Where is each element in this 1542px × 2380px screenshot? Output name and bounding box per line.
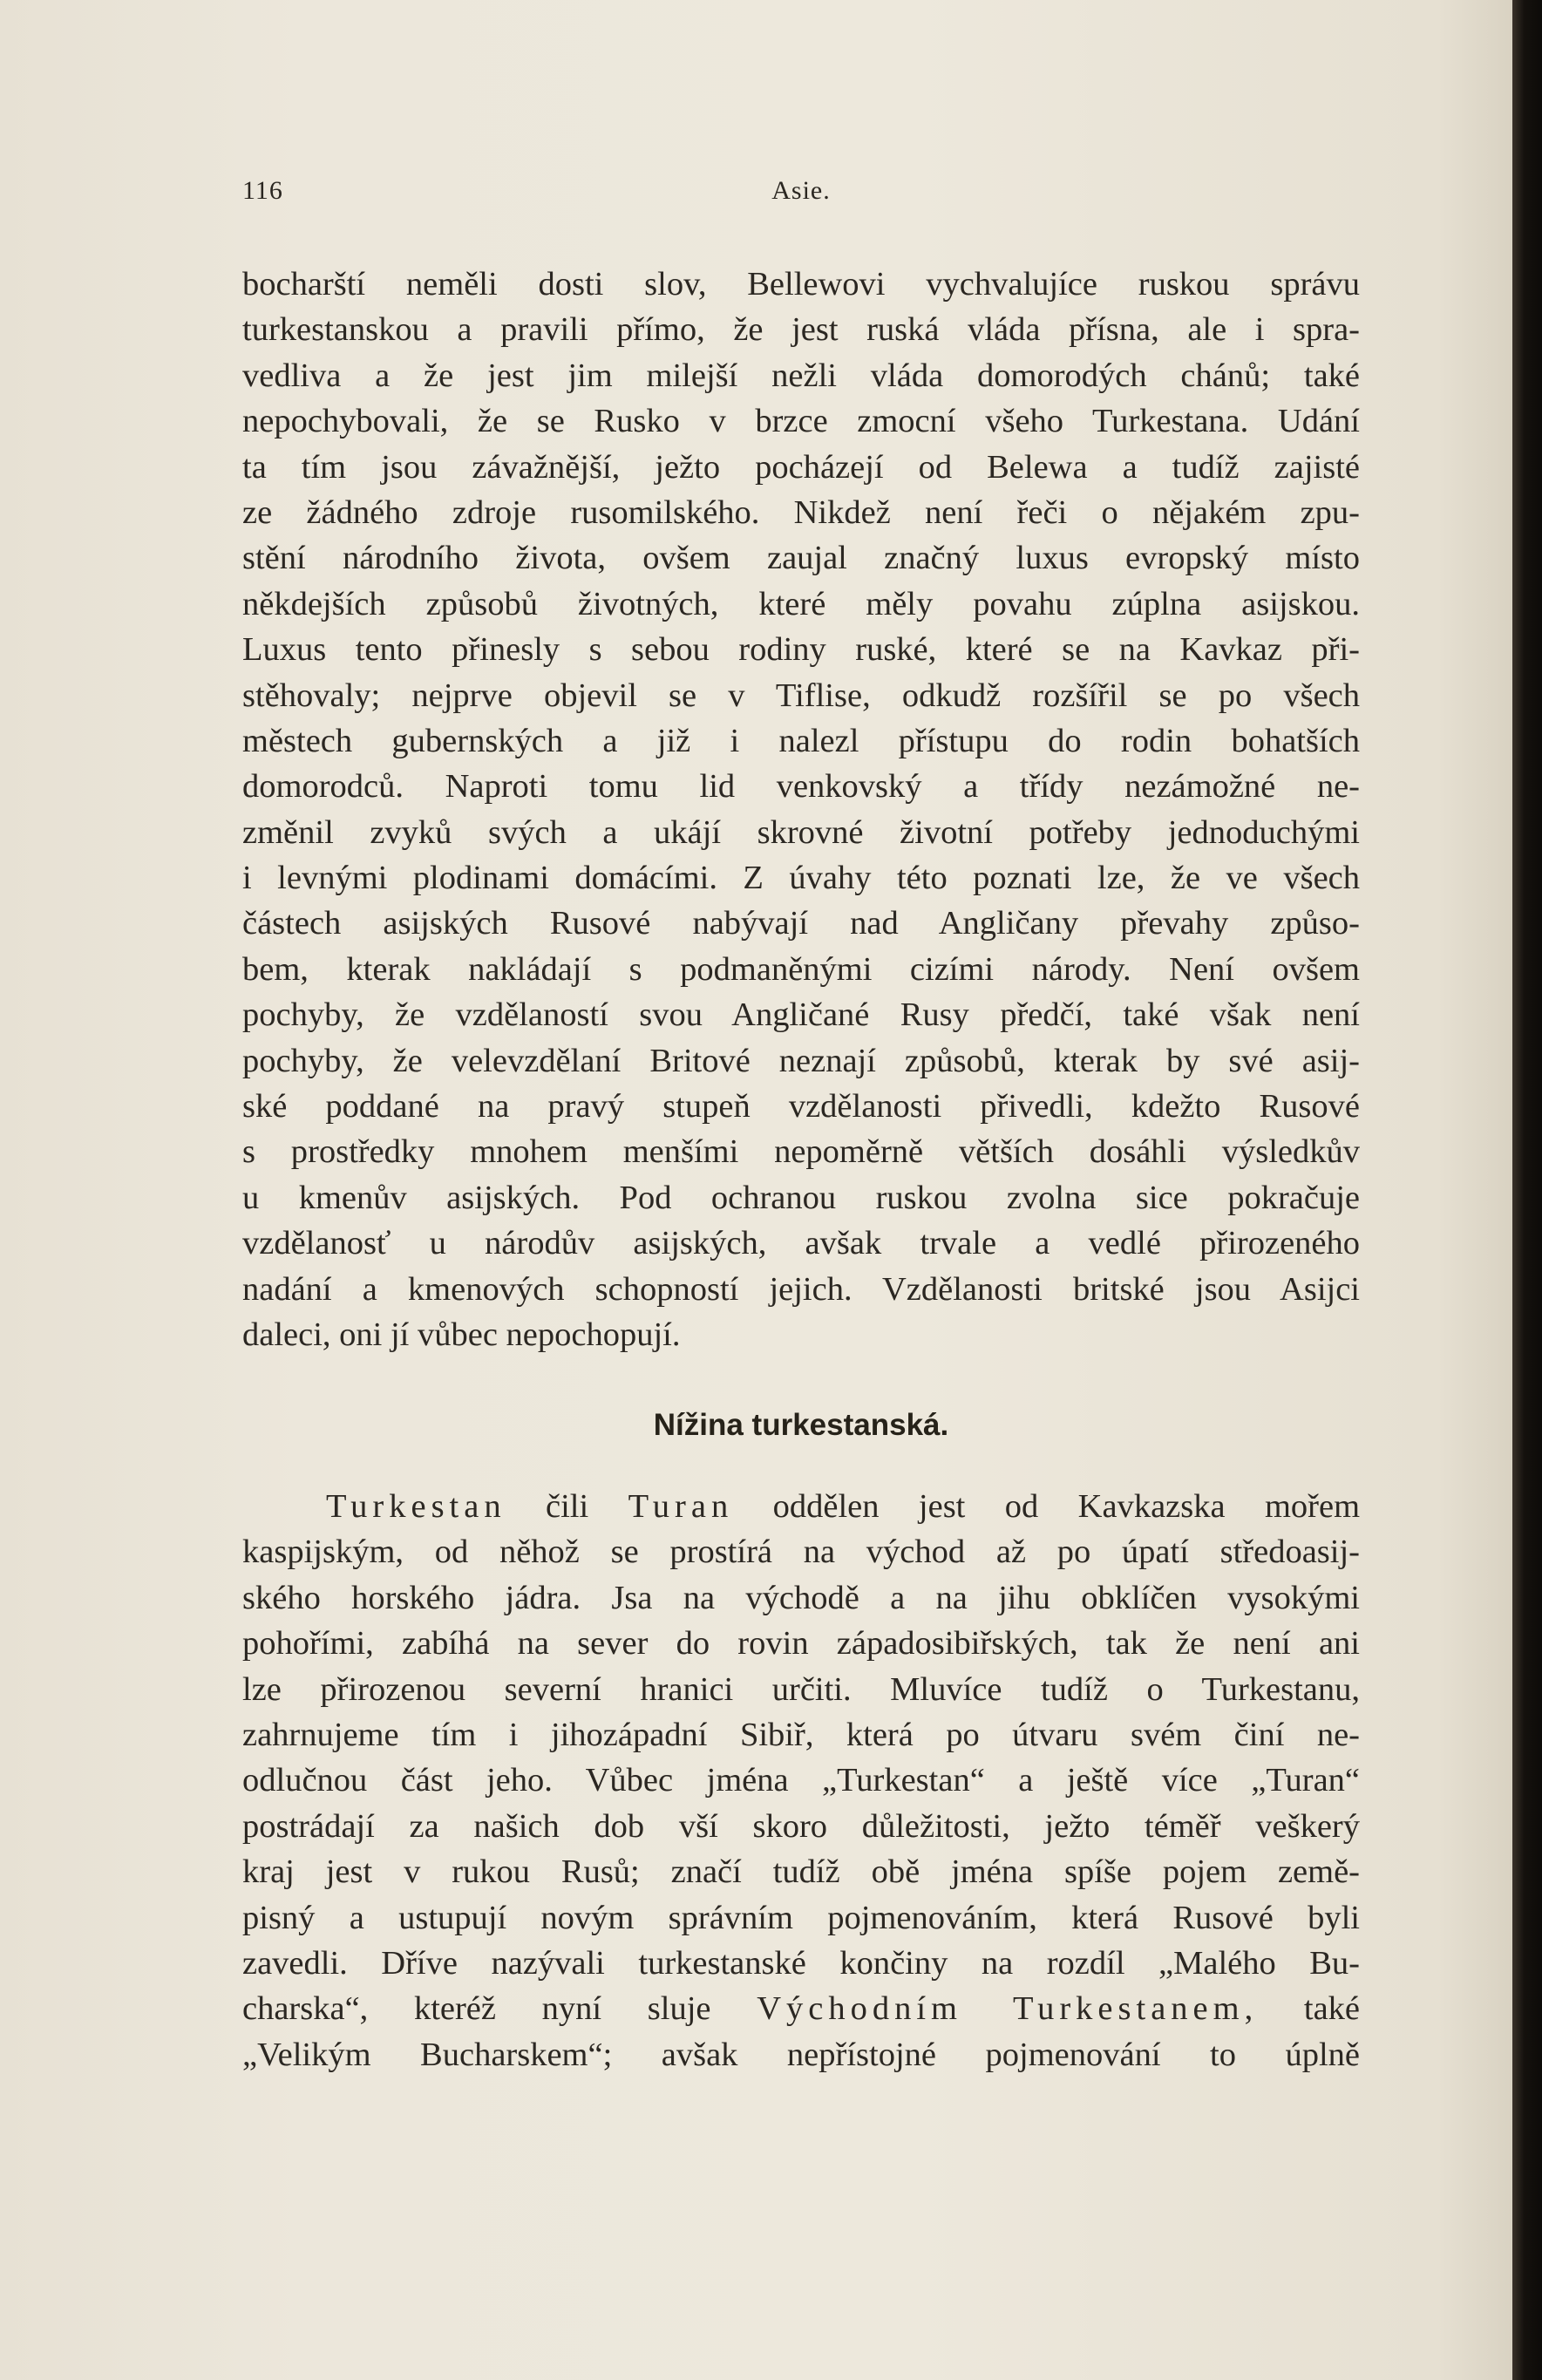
- section-title: Nížina turkestanská.: [653, 1408, 949, 1442]
- text-fragment: charska“, kteréž nyní sluje: [242, 1990, 711, 2028]
- text-fragment: oddělen jest od Kavkazska mořem: [772, 1488, 1360, 1525]
- text-line: ské poddané na pravý stupeň vzdělanosti přivedli, kdežto Rusové: [242, 1088, 1360, 1125]
- text-line: u kmenův asijských. Pod ochranou ruskou zvolna sice pokračuje: [242, 1179, 1360, 1216]
- text-line: nadání a kmenových schopností jejich. Vzdělanosti britské jsou Asijci: [242, 1270, 1360, 1308]
- text-line: ze žádného zdroje rusomilského. Nikdež není řeči o nějakém zpu-: [242, 493, 1360, 531]
- spaced-term: Turan: [628, 1488, 734, 1525]
- book-gutter-edge: [1512, 0, 1542, 2380]
- text-line: ského horského jádra. Jsa na východě a na jihu obklíčen vysokými: [242, 1579, 1360, 1616]
- spaced-term: Východním Turkestanem,: [757, 1990, 1259, 2028]
- paragraph-1: [242, 262, 1360, 1357]
- text-line: ta tím jsou závažnější, ježto pocházejí od Belewa a tudíž zajisté: [242, 448, 1360, 486]
- spaced-term: Turkestan: [326, 1488, 506, 1525]
- text-line: bem, kterak nakládají s podmaněnými cizími národy. Není ovšem: [242, 950, 1360, 988]
- text-line: s prostředky mnohem menšími nepoměrně větších dosáhli výsledkův: [242, 1133, 1360, 1171]
- paragraph-2: [242, 1484, 1360, 2077]
- text-line: pohořími, zabíhá na sever do rovin západosibiřských, tak že není ani: [242, 1625, 1360, 1663]
- text-line: pochyby, že velevzdělaní Britové neznají způsobů, kterak by své asij-: [242, 1042, 1360, 1079]
- text-line: změnil zvyků svých a ukájí skrovné životní potřeby jednoduchými: [242, 813, 1360, 851]
- running-head: Asie.: [771, 176, 831, 205]
- page-number: 116: [242, 176, 283, 205]
- text-line: městech gubernských a již i nalezl přístupu do rodin bohatších: [242, 722, 1360, 759]
- text-line: turkestanskou a pravili přímo, že jest ruská vláda přísna, ale i spra-: [242, 311, 1360, 349]
- text-line: vedliva a že jest jim milejší nežli vláda domorodých chánů; také: [242, 357, 1360, 394]
- text-line: částech asijských Rusové nabývají nad Angličany převahy způso-: [242, 905, 1360, 942]
- text-fragment: také: [1303, 1990, 1360, 2028]
- page-header: [242, 176, 1360, 211]
- text-line: lze přirozenou severní hranici určiti. Mluvíce tudíž o Turkestanu,: [242, 1670, 1360, 1708]
- text-line: kraj jest v rukou Rusů; značí tudíž obě jména spíše pojem země-: [242, 1853, 1360, 1891]
- text-line: kaspijským, od něhož se prostírá na východ až po úpatí středoasij-: [242, 1533, 1360, 1571]
- text-line: zavedli. Dříve nazývali turkestanské končiny na rozdíl „Malého Bu-: [242, 1944, 1360, 1982]
- text-line: domorodců. Naproti tomu lid venkovský a třídy nezámožné ne-: [242, 768, 1360, 806]
- text-line: pochyby, že vzdělaností svou Angličané Rusy předčí, také však není: [242, 996, 1360, 1034]
- text-line-mixed: [242, 1986, 1360, 2031]
- text-line: pisný a ustupují novým správním pojmenováním, která Rusové byli: [242, 1899, 1360, 1936]
- text-line: i levnými plodinami domácími. Z úvahy této poznati lze, že ve všech: [242, 860, 1360, 897]
- text-line: stěhovaly; nejprve objevil se v Tiflise, odkudž rozšířil se po všech: [242, 677, 1360, 714]
- text-line: nepochybovali, že se Rusko v brzce zmocní všeho Turkestana. Udání: [242, 403, 1360, 440]
- text-line: vzdělanosť u národův asijských, avšak trvale a vedlé přirozeného: [242, 1225, 1360, 1262]
- text-line: bocharští neměli dosti slov, Bellewovi vychvalujíce ruskou správu: [242, 266, 1360, 303]
- text-line-first: [242, 1484, 1360, 1529]
- text-line: někdejších způsobů životných, které měly povahu zúplna asijskou.: [242, 585, 1360, 622]
- text-line: stění národního života, ovšem zaujal značný luxus evropský místo: [242, 540, 1360, 577]
- text-line: „Velikým Bucharskem“; avšak nepřístojné pojmenování to úplně: [242, 2036, 1360, 2073]
- text-line: Luxus tento přinesly s sebou rodiny ruské, které se na Kavkaz při-: [242, 631, 1360, 669]
- text-fragment: čili: [546, 1488, 589, 1525]
- text-line: postrádají za našich dob vší skoro důležitosti, ježto téměř veškerý: [242, 1807, 1360, 1845]
- text-line: odlučnou část jeho. Vůbec jména „Turkestan“ a ještě více „Turan“: [242, 1762, 1360, 1799]
- text-line: daleci, oni jí vůbec nepochopují.: [242, 1316, 681, 1353]
- text-line: zahrnujeme tím i jihozápadní Sibiř, která po útvaru svém činí ne-: [242, 1716, 1360, 1753]
